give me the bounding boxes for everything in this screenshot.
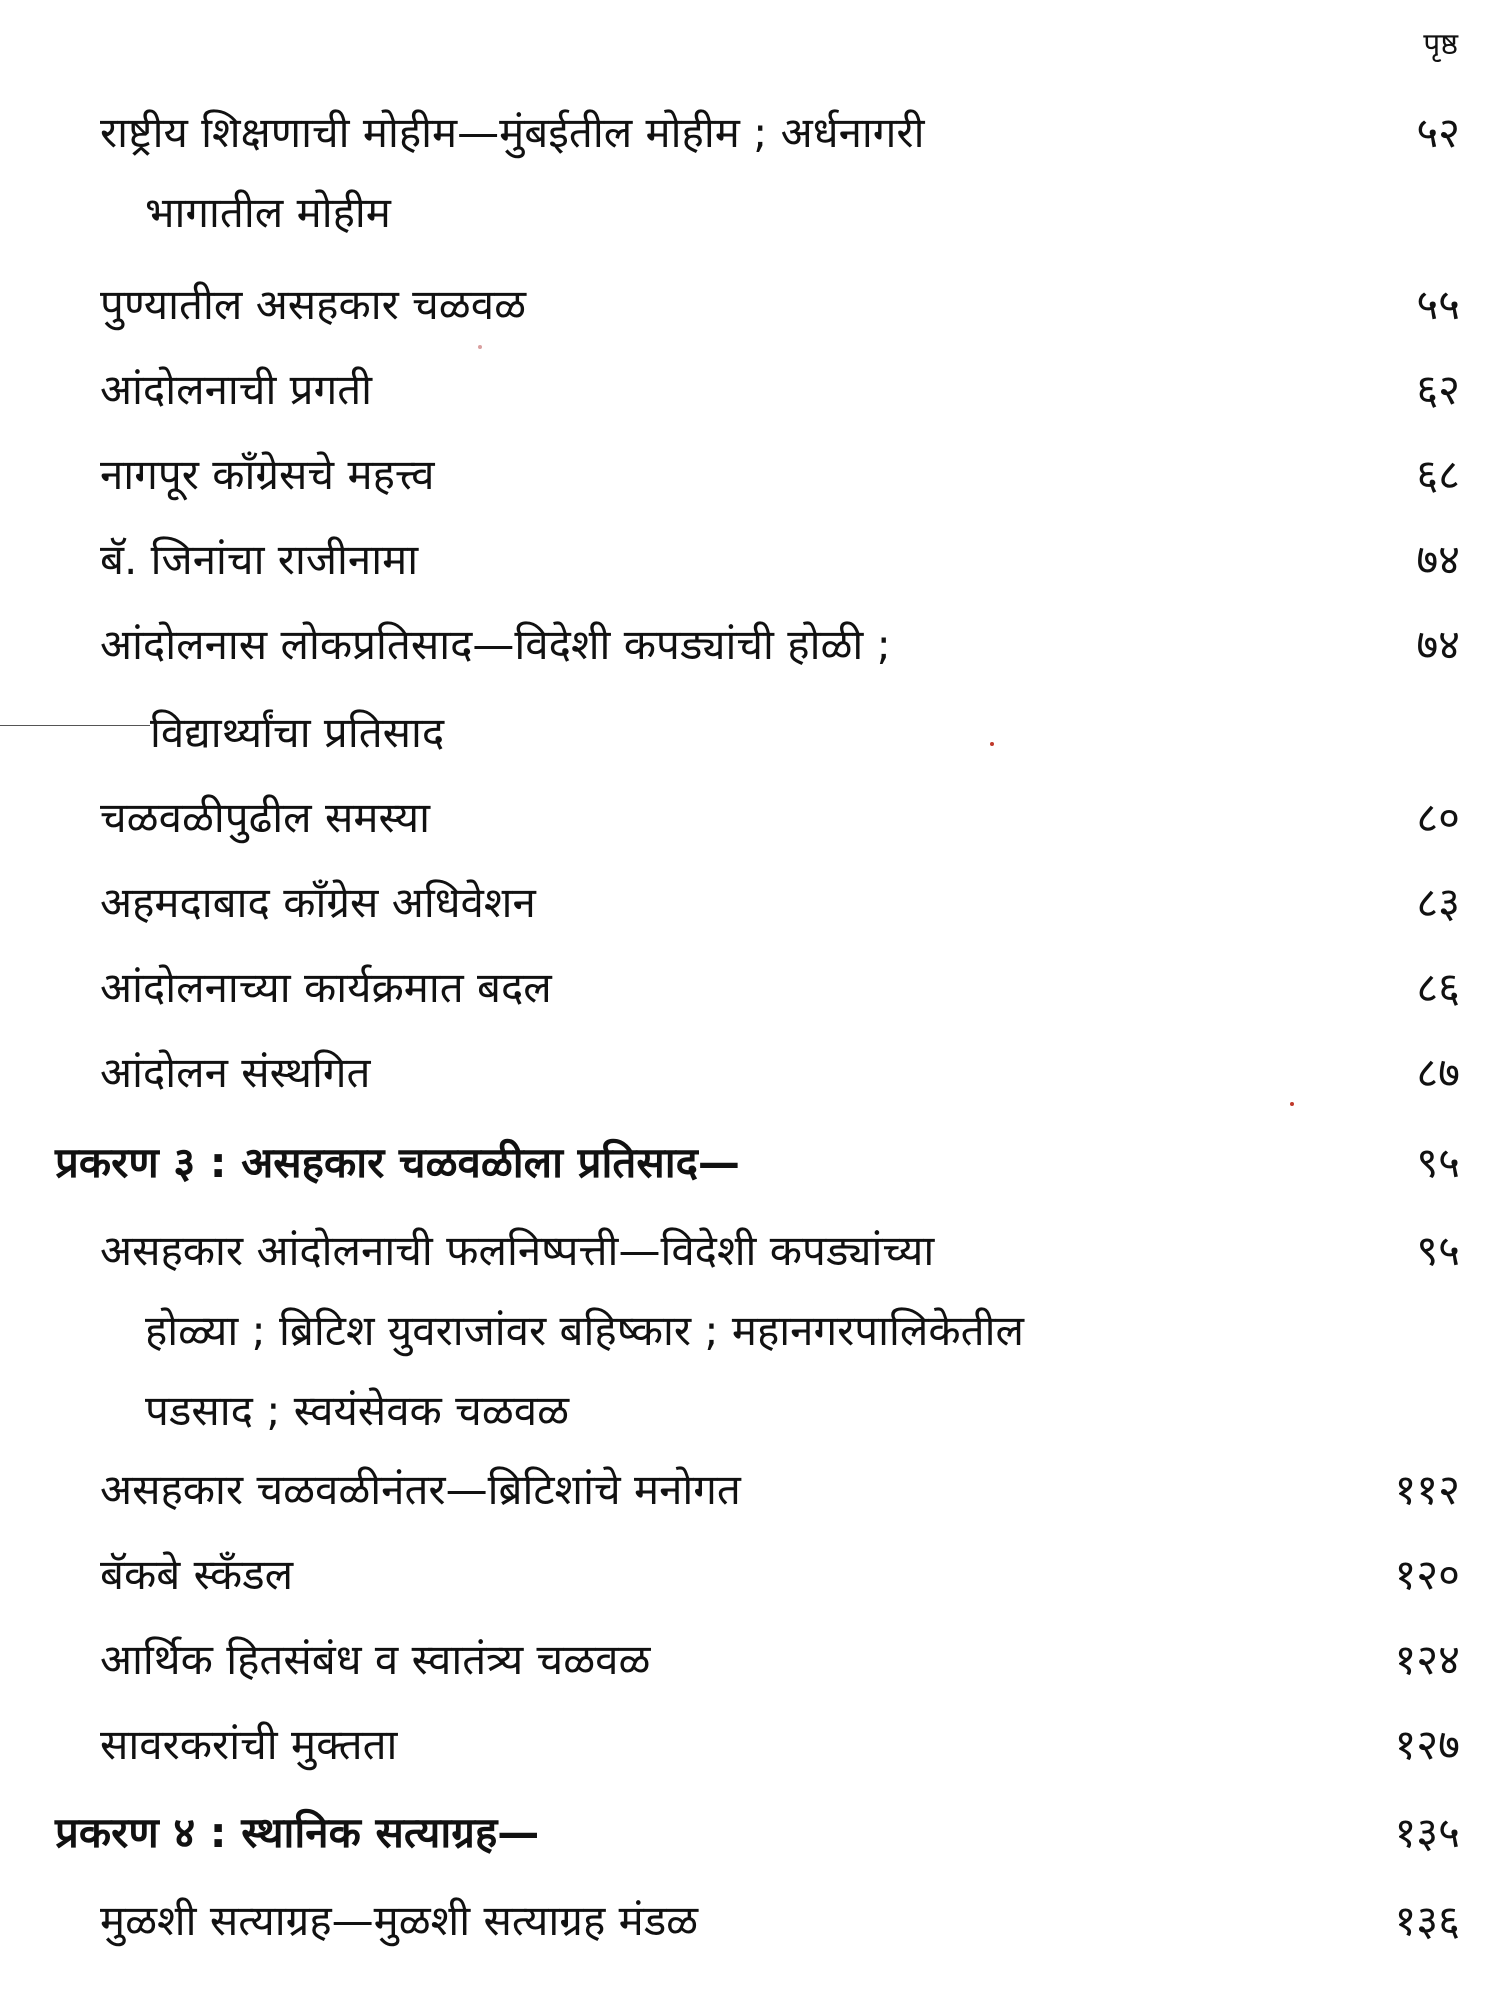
- toc-entry-page: १३५: [1394, 1808, 1460, 1857]
- toc-entry-title: बॅ. जिनांचा राजीनामा: [100, 535, 419, 584]
- toc-entry-title: पुण्यातील असहकार चळवळ: [100, 280, 526, 329]
- toc-entry-page: १२०: [1394, 1550, 1460, 1599]
- toc-entry-title: मुळशी सत्याग्रह—मुळशी सत्याग्रह मंडळ: [100, 1896, 699, 1945]
- toc-entry-page: ५५: [1416, 280, 1460, 329]
- toc-entry-continuation: होळ्या ; ब्रिटिश युवराजांवर बहिष्कार ; महानगरपालिकेतील: [145, 1306, 1024, 1355]
- toc-chapter-title: प्रकरण ३ : असहकार चळवळीला प्रतिसाद—: [55, 1138, 740, 1187]
- toc-entry-page: ६२: [1416, 365, 1460, 414]
- toc-entry-continuation: विद्यार्थ्यांचा प्रतिसाद: [150, 708, 445, 757]
- toc-entry-page: ८६: [1416, 963, 1460, 1012]
- toc-entry-page: ९५: [1416, 1138, 1460, 1187]
- toc-entry-title: आंदोलनाची प्रगती: [100, 365, 373, 414]
- ink-speck: [990, 742, 994, 746]
- toc-entry-continuation: पडसाद ; स्वयंसेवक चळवळ: [145, 1386, 570, 1435]
- page-column-label: पृष्ठ: [1423, 27, 1458, 62]
- toc-entry-page: ७४: [1416, 535, 1460, 584]
- toc-chapter-title: प्रकरण ४ : स्थानिक सत्याग्रह—: [55, 1808, 540, 1857]
- toc-entry-page: ६८: [1416, 450, 1460, 499]
- toc-entry-title: सावरकरांची मुक्तता: [100, 1720, 398, 1769]
- toc-entry-page: ११२: [1394, 1465, 1460, 1514]
- toc-entry-page: ७४: [1416, 620, 1460, 669]
- toc-entry-title: राष्ट्रीय शिक्षणाची मोहीम—मुंबईतील मोहीम ; अर्धनागरी: [100, 108, 925, 157]
- ink-speck: [478, 345, 482, 349]
- toc-entry-title: चळवळीपुढील समस्या: [100, 793, 431, 842]
- margin-rule: [0, 725, 150, 726]
- toc-entry-title: आर्थिक हितसंबंध व स्वातंत्र्य चळवळ: [100, 1635, 651, 1684]
- toc-entry-title: असहकार चळवळीनंतर—ब्रिटिशांचे मनोगत: [100, 1465, 741, 1514]
- toc-entry-title: आंदोलनास लोकप्रतिसाद—विदेशी कपड्यांची होळी ;: [100, 620, 891, 669]
- toc-entry-title: अहमदाबाद काँग्रेस अधिवेशन: [100, 878, 536, 927]
- ink-speck: [1290, 1102, 1294, 1106]
- toc-entry-title: आंदोलनाच्या कार्यक्रमात बदल: [100, 963, 552, 1012]
- toc-entry-page: ८७: [1416, 1048, 1460, 1097]
- toc-entry-page: १२७: [1394, 1720, 1460, 1769]
- toc-entry-title: नागपूर काँग्रेसचे महत्त्व: [100, 450, 435, 499]
- toc-entry-title: असहकार आंदोलनाची फलनिष्पत्ती—विदेशी कपड्यांच्या: [100, 1226, 935, 1275]
- toc-entry-page: ५२: [1416, 108, 1460, 157]
- toc-entry-title: बॅकबे स्कॅंडल: [100, 1550, 294, 1599]
- toc-entry-page: १२४: [1394, 1635, 1460, 1684]
- toc-entry-title: आंदोलन संस्थगित: [100, 1048, 371, 1097]
- toc-entry-page: ९५: [1416, 1226, 1460, 1275]
- toc-entry-page: १३६: [1394, 1896, 1460, 1945]
- toc-entry-page: ८०: [1416, 793, 1460, 842]
- toc-entry-continuation: भागातील मोहीम: [145, 188, 391, 237]
- toc-entry-page: ८३: [1416, 878, 1460, 927]
